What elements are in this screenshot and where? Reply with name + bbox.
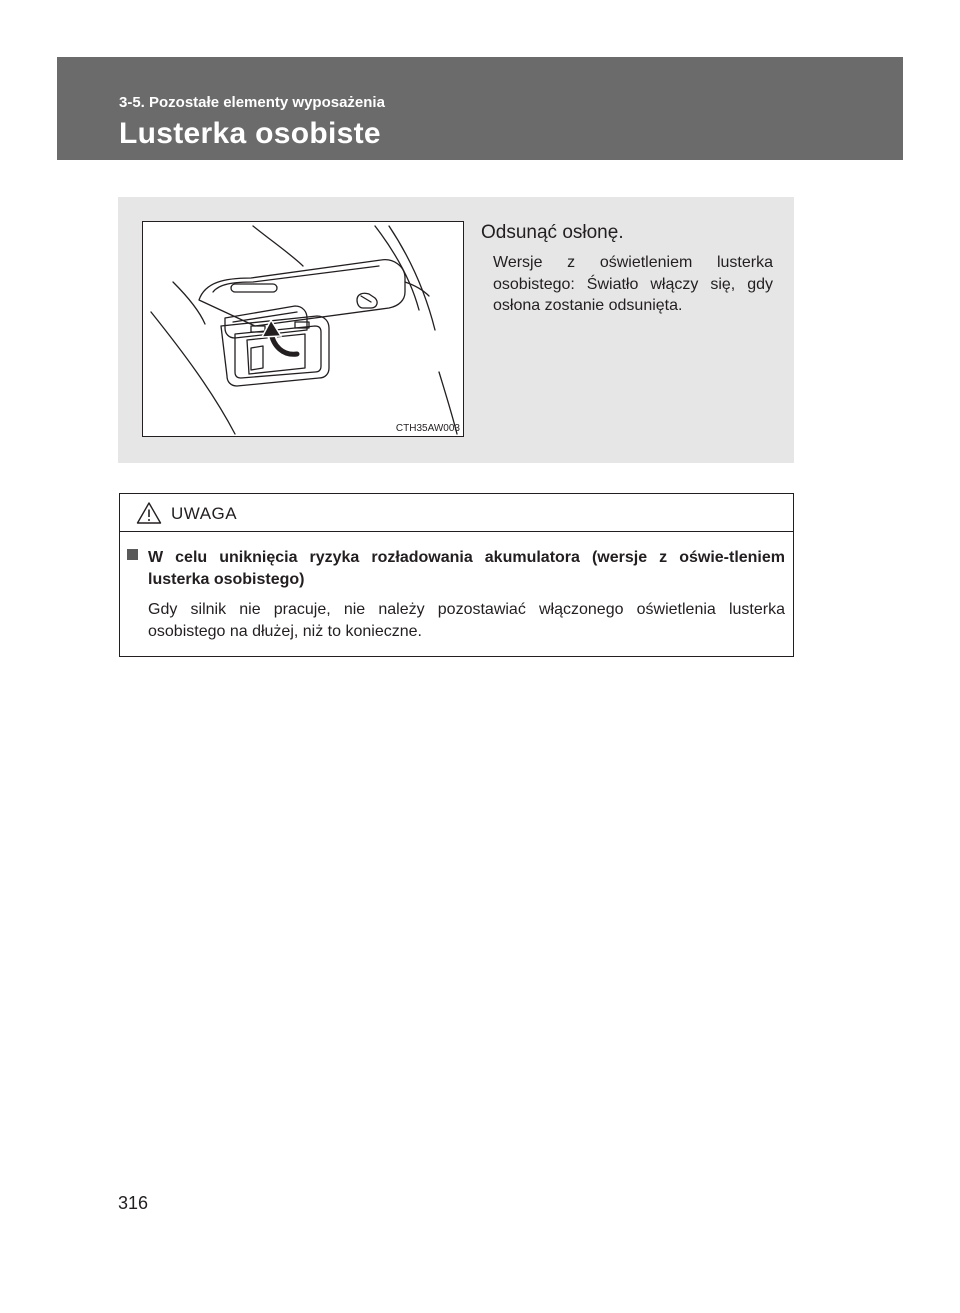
section-label: 3-5. Pozostałe elementy wyposażenia xyxy=(119,94,385,111)
caution-text: Gdy silnik nie pracuje, nie należy pozostawiać włączonego oświetlenia lusterka osobistego na dłużej, niż to konieczne. xyxy=(148,601,785,640)
bullet-square-icon xyxy=(127,549,138,560)
chapter-header xyxy=(57,57,903,160)
procedure-panel xyxy=(118,197,794,463)
caution-label: UWAGA xyxy=(171,504,238,523)
illustration-code: CTH35AW003 xyxy=(395,423,460,434)
vanity-mirror-drawing xyxy=(143,222,463,436)
step-title: Odsunąć osłonę. xyxy=(481,222,624,243)
caution-item xyxy=(127,547,785,643)
page-title: Lusterka osobiste xyxy=(119,117,381,150)
page-number: 316 xyxy=(118,1193,149,1213)
warning-triangle-icon xyxy=(136,501,162,525)
step-text: Wersje z oświetleniem lusterka osobistego: Światło włączy się, gdy osłona zostanie odsunięta. xyxy=(493,254,773,314)
caution-box xyxy=(119,493,794,657)
vanity-mirror-illustration xyxy=(142,221,464,437)
caution-item-title: W celu uniknięcia ryzyka rozładowania akumulatora (wersje z oświe-tleniem lusterka osobistego) xyxy=(148,549,785,588)
caution-header xyxy=(120,494,793,532)
